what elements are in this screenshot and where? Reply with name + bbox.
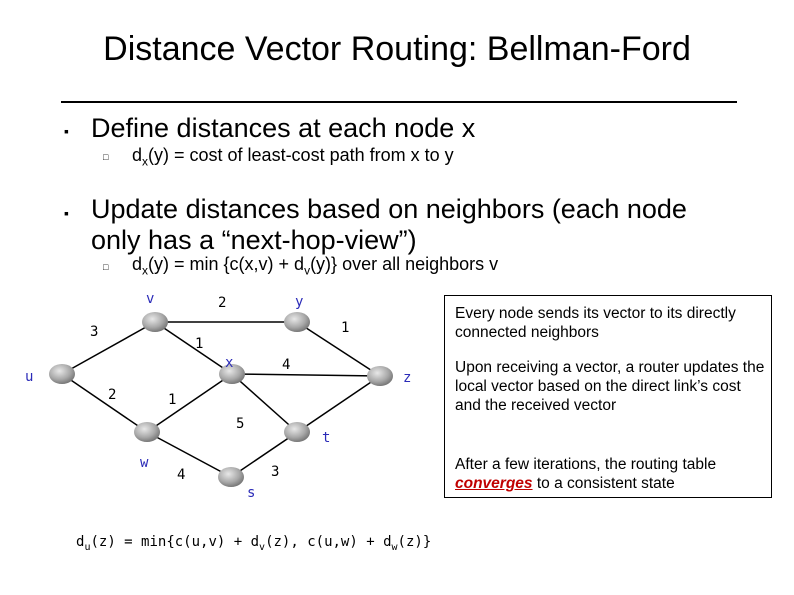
info-box bbox=[444, 295, 772, 498]
sub-bullet-2-text: $d_x(y) = \min \{c(x,v) + d_v(y)\}$ over all neighbors v bbox=[132, 254, 499, 278]
node-label-y: y bbox=[295, 294, 304, 310]
node-u bbox=[49, 364, 75, 384]
weight-u-w: 2 bbox=[108, 387, 117, 403]
info-paragraph-1: Every node sends its vector to its directly connected neighbors bbox=[455, 305, 736, 341]
edge-x-w bbox=[147, 374, 232, 432]
weight-v-y: 2 bbox=[218, 295, 227, 311]
edge-v-x bbox=[155, 322, 232, 374]
bullet-2-text bbox=[91, 194, 687, 256]
bullet-2-line-1: Update distances based on neighbors (each node bbox=[91, 194, 687, 224]
edge-u-w bbox=[62, 374, 147, 432]
node-w bbox=[134, 422, 160, 442]
weight-w-s: 4 bbox=[177, 467, 186, 483]
edge-u-v bbox=[62, 322, 155, 374]
bullet-square-icon: ▪ bbox=[64, 205, 69, 221]
title-divider bbox=[61, 101, 737, 103]
info-paragraph-2: Upon receiving a vector, a router updates the local vector based on the direct link’s cost and the received vector bbox=[455, 359, 765, 414]
bullet-2-line-2: only has a “next-hop-view”) bbox=[91, 225, 417, 255]
sub-bullet-square-icon: □ bbox=[103, 262, 109, 272]
node-s bbox=[218, 467, 244, 487]
edge-w-s bbox=[147, 432, 231, 477]
node-label-t: t bbox=[322, 430, 331, 446]
emphasis-converges: converges bbox=[455, 475, 533, 492]
bullet-1-text: Define distances at each node x bbox=[91, 113, 476, 143]
bullet-square-icon: ▪ bbox=[64, 123, 69, 139]
weight-v-x: 1 bbox=[195, 336, 204, 352]
weight-z-s: 3 bbox=[271, 464, 280, 480]
sub-bullet-1-text: $d_x(y) = \cos t$ of least-cost path from x to y bbox=[132, 145, 454, 169]
node-v bbox=[142, 312, 168, 332]
node-label-x: x bbox=[225, 355, 234, 371]
weight-x-t: 5 bbox=[236, 416, 245, 432]
node-label-s: s bbox=[247, 485, 256, 501]
weight-x-w: 1 bbox=[168, 392, 177, 408]
node-y bbox=[284, 312, 310, 332]
edge-y-z bbox=[297, 322, 380, 376]
sub-bullet-square-icon: □ bbox=[103, 152, 109, 162]
node-label-u: u bbox=[25, 369, 34, 385]
node-label-v: v bbox=[146, 291, 155, 307]
info-paragraph-3: After a few iterations, the routing table converges to a consistent state bbox=[455, 456, 717, 492]
network-graph bbox=[0, 280, 440, 510]
weight-x-z: 4 bbox=[282, 357, 291, 373]
weight-y-z: 1 bbox=[341, 320, 350, 336]
node-label-z: z bbox=[403, 370, 412, 386]
edge-weight-labels bbox=[90, 295, 349, 483]
slide-title: Distance Vector Routing: Bellman-Ford bbox=[103, 30, 691, 68]
node-z bbox=[367, 366, 393, 386]
weight-u-v: 3 bbox=[90, 324, 99, 340]
node-t bbox=[284, 422, 310, 442]
bellman-ford-equation: $d_u(z) = \min\{c(u,v) + d_v(z)$, $c(u,w) + d_w(z)$} bbox=[76, 534, 432, 553]
edge-x-z bbox=[232, 374, 380, 376]
node-label-w: w bbox=[140, 455, 149, 471]
